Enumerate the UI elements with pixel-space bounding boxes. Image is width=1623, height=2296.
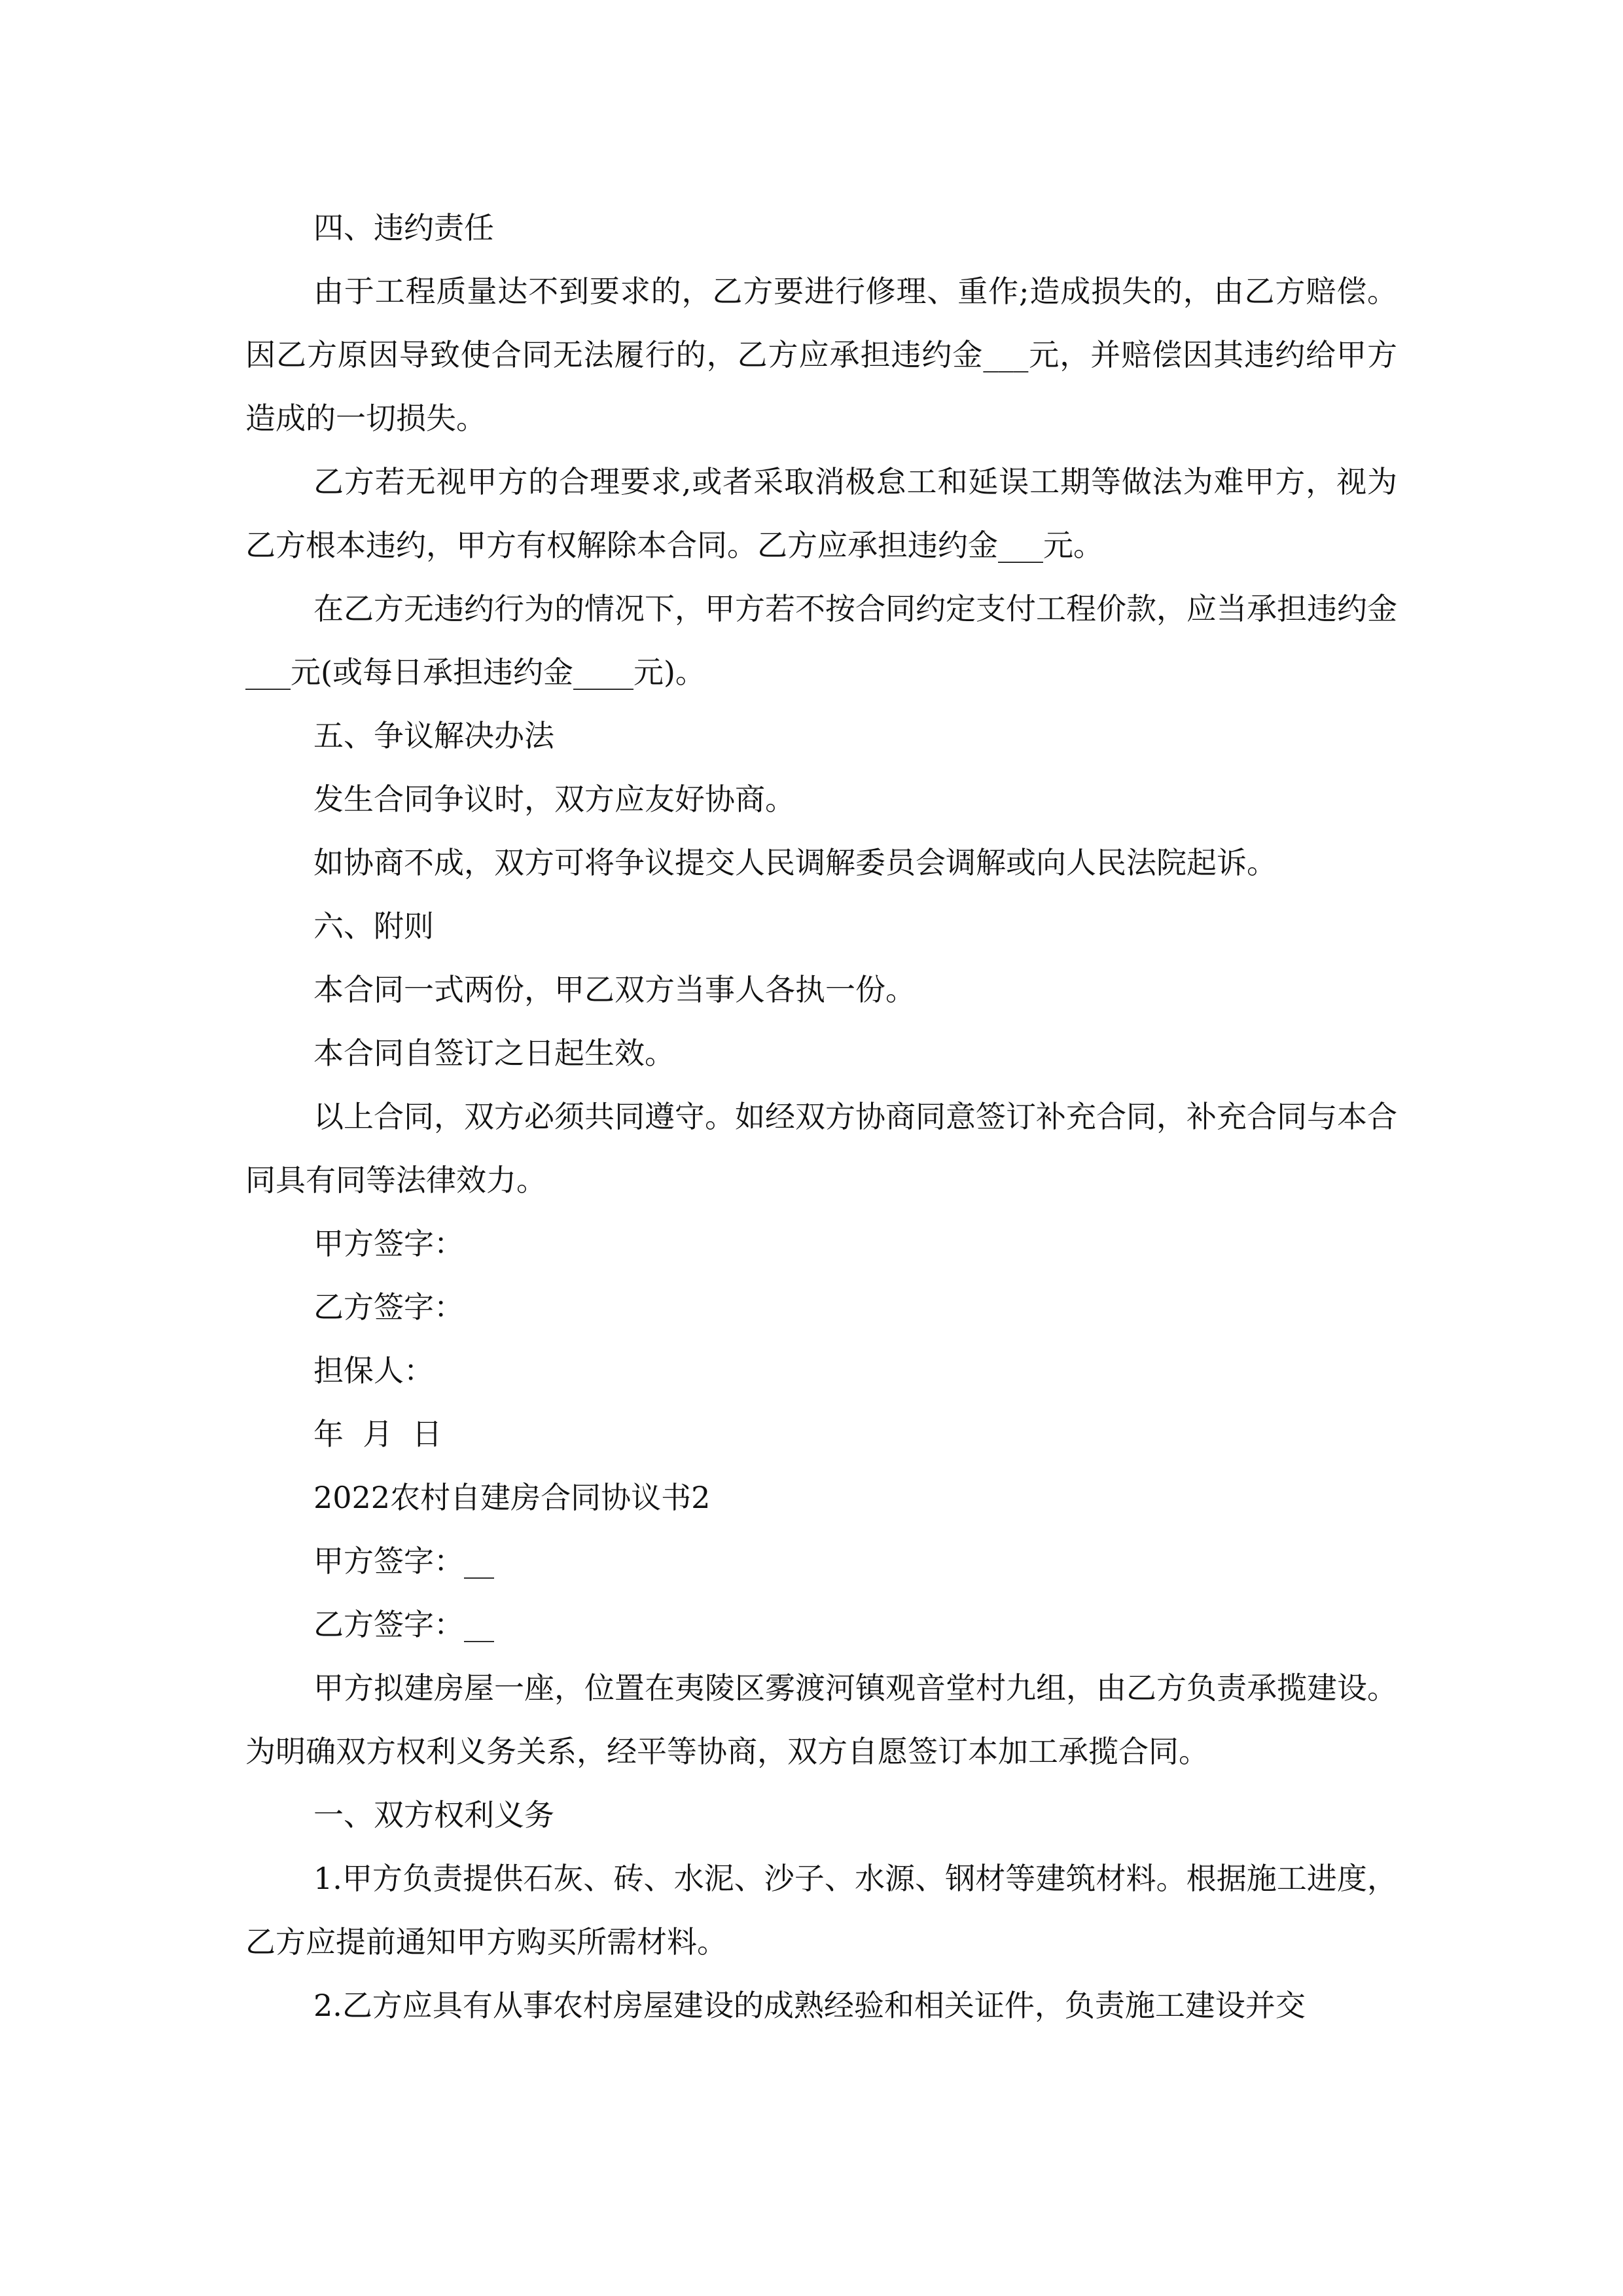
- guarantor-line: 担保人：: [313, 1353, 434, 1388]
- list-item-contractor-experience: 2.乙方应具有从事农村房屋建设的成熟经验和相关证件，负责施工建设并交: [313, 1988, 1306, 2023]
- paragraph-construction-intro: 甲方拟建房屋一座，位置在夷陵区雾渡河镇观音堂村九组，由乙方负责承揽建设。为明确双方权利义务关系，经平等协商，双方自愿签订本加工承揽合同。: [245, 1670, 1397, 1769]
- list-item-materials: 1.甲方负责提供石灰、砖、水泥、沙子、水源、钢材等建筑材料。根据施工进度，乙方应提前通知甲方购买所需材料。: [245, 1861, 1397, 1960]
- paragraph-quality-liability: 由于工程质量达不到要求的，乙方要进行修理、重作;造成损失的，由乙方赔偿。因乙方原因导致使合同无法履行的，乙方应承担违约金___元，并赔偿因其违约给甲方造成的一切损失。: [245, 274, 1397, 436]
- section-heading-rights: 一、双方权利义务: [313, 1797, 554, 1833]
- section-heading-dispute: 五、争议解决办法: [313, 718, 554, 753]
- paragraph-effective: 本合同自签订之日起生效。: [313, 1035, 675, 1071]
- contract-2-title: 2022农村自建房合同协议书2: [313, 1480, 711, 1515]
- contract-2-party-a-signature: 甲方签字：__: [313, 1543, 494, 1579]
- document-page: [245, 196, 1397, 2037]
- paragraph-fundamental-breach: 乙方若无视甲方的合理要求,或者采取消极怠工和延误工期等做法为难甲方，视为乙方根本违约，甲方有权解除本合同。乙方应承担违约金___元。: [245, 464, 1397, 563]
- paragraph-copies: 本合同一式两份，甲乙双方当事人各执一份。: [313, 972, 916, 1007]
- section-heading-supplementary: 六、附则: [313, 908, 434, 944]
- paragraph-negotiation: 发生合同争议时，双方应友好协商。: [313, 781, 795, 817]
- paragraph-mediation: 如协商不成，双方可将争议提交人民调解委员会调解或向人民法院起诉。: [313, 845, 1277, 880]
- contract-2-party-b-signature: 乙方签字：__: [313, 1607, 494, 1642]
- party-a-signature-line: 甲方签字：: [313, 1226, 464, 1261]
- party-b-signature-line: 乙方签字：: [313, 1289, 464, 1325]
- paragraph-payment-breach: 在乙方无违约行为的情况下，甲方若不按合同约定支付工程价款，应当承担违约金___元(或每日承担违约金____元)。: [245, 591, 1397, 690]
- date-line: 年 月 日: [313, 1416, 442, 1452]
- section-heading-breach: 四、违约责任: [313, 210, 494, 245]
- paragraph-compliance: 以上合同，双方必须共同遵守。如经双方协商同意签订补充合同，补充合同与本合同具有同等法律效力。: [245, 1099, 1397, 1198]
